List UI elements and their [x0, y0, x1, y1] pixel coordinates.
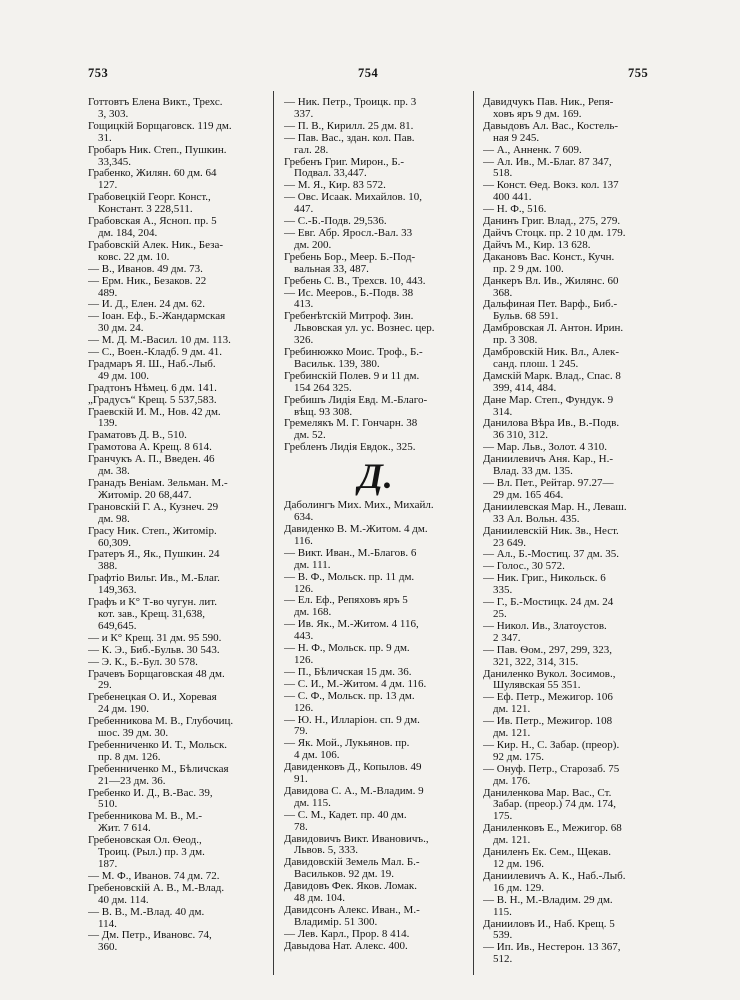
directory-entry: — П. В., Кирилл. 25 дм. 81.	[284, 119, 414, 132]
directory-entry: Даниилевичъ Аня. Кар., Н.- Влад. 33 дм. 135.	[483, 453, 614, 478]
column-divider-left	[273, 91, 274, 975]
directory-entry: — Кир. Н., С. Забар. (преор). 92 дм. 175.	[483, 738, 620, 763]
directory-entry: — К. Э., Биб.-Бульв. 30 543.	[88, 643, 220, 656]
directory-entry: Данкеръ Вл. Ив., Жилянс. 60 368.	[483, 274, 619, 299]
directory-entry: — Ис. Мееров., Б.-Подв. 38 413.	[284, 286, 414, 311]
directory-entry: Давыдовъ Ал. Вас., Костель- ная 9 245.	[483, 119, 619, 144]
directory-entry: — Н. Ф., 516.	[483, 203, 547, 216]
directory-entry: — В., Иванов. 49 дм. 73.	[88, 262, 203, 275]
directory-entry: Гребеновскій А. В., М.-Влад. 40 дм. 114.	[88, 881, 225, 906]
directory-entry: — Ал. Ив., М.-Благ. 87 347, 518.	[483, 155, 612, 180]
directory-entry: — В. Н., М.-Владим. 29 дм. 115.	[483, 893, 613, 918]
directory-entry: Дамбровская Л. Антон. Ирин. пр. 3 308.	[483, 322, 624, 347]
directory-entry: — Ю. Н., Илларіон. сп. 9 дм. 79.	[284, 713, 420, 738]
entries-after-section	[284, 500, 468, 952]
page-number-right: 755	[628, 66, 649, 80]
directory-entry: Гребень Бор., Меер. Б.-Под- вальная 33, 487.	[284, 250, 416, 275]
directory-entry: — М. Я., Кир. 83 572.	[284, 179, 386, 192]
directory-entry: Градтонъ Нѣмец. 6 дм. 141.	[88, 381, 217, 394]
directory-entry: — Ив. Петр., Межигор. 108 дм. 121.	[483, 715, 613, 740]
column-center	[284, 97, 468, 987]
directory-entry: Дамскій Марк. Влад., Спас. 8 399, 414, 484.	[483, 369, 621, 394]
directory-entry: Графтіо Вильг. Ив., М.-Благ. 149,363.	[88, 572, 220, 597]
directory-entry: Гребишъ Лидія Евд. М.-Благо- вѣщ. 93 308.	[284, 393, 428, 418]
page-number-center: 754	[358, 66, 379, 80]
directory-entry: — Мар. Льв., Золот. 4 310.	[483, 441, 608, 454]
directory-entry: Даниленковъ Е., Межигор. 68 дм. 121.	[483, 822, 622, 847]
directory-entry: Давидовскій Земель Мал. Б.- Васильков. 92 дм. 19.	[284, 856, 420, 881]
directory-entry: Даниленкова Мар. Вас., Ст. Забар. (преор.) 74 дм. 174, 175.	[483, 786, 617, 823]
directory-entry: — Г., Б.-Мостицк. 24 дм. 24 25.	[483, 596, 614, 620]
directory-entry: — С.-Б.-Подв. 29,536.	[284, 215, 387, 228]
directory-entry: — Ив. Як., М.-Житом. 4 116, 443.	[284, 618, 419, 643]
column-divider-right	[473, 91, 474, 975]
directory-entry: Гребленъ Лидія Евдок., 325.	[284, 441, 416, 454]
directory-entry: Давиденковъ Д., Копылов. 49 91.	[284, 761, 422, 786]
directory-entry: Дайчъ Стоцк. пр. 2 10 дм. 179.	[483, 226, 626, 239]
directory-entry: — Конст. Ѳед. Вокз. кол. 137 400 441.	[483, 179, 619, 204]
directory-entry: Гребенъ Григ. Мирон., Б.- Подвал. 33,447.	[284, 155, 405, 180]
directory-entry: — Як. Мой., Лукьянов. пр. 4 дм. 106.	[284, 737, 410, 762]
directory-entry: — П., Бѣличская 15 дм. 36.	[284, 665, 412, 678]
directory-entry: Давидовичъ Викт. Ивановичъ., Львов. 5, 333.	[284, 832, 429, 857]
directory-entry: — Н. Ф., Мольск. пр. 9 дм. 126.	[284, 642, 410, 666]
directory-entry: — С. Ф., Мольск. пр. 13 дм. 126.	[284, 689, 415, 714]
directory-entry: — С. М., Кадет. пр. 40 дм. 78.	[284, 808, 407, 833]
directory-entry: — Ник. Григ., Никольск. 6 335.	[483, 572, 606, 597]
directory-entry: Грасу Ник. Степ., Житомір. 60,309.	[88, 524, 217, 549]
directory-entry: Граматовъ Д. В., 510.	[88, 429, 187, 442]
directory-entry: Даниилевскій Ник. Зв., Нест. 23 649.	[483, 524, 619, 549]
directory-entry: Даниилевичъ А. К., Наб.-Лыб. 16 дм. 129.	[483, 869, 626, 894]
directory-entry: Гратеръ Я., Як., Пушкин. 24 388.	[88, 548, 220, 573]
directory-entry: Гребенецкая О. И., Хоревая 24 дм. 190.	[88, 691, 217, 716]
directory-entry: Гребеновская Ол. Ѳеод., Троиц. (Рыл.) пр. 3 дм. 187.	[88, 834, 205, 870]
directory-entry: — Еф. Петр., Межигор. 106 дм. 121.	[483, 691, 613, 716]
directory-entry: Гребенниченко И. Т., Мольск. пр. 8 дм. 126.	[88, 738, 228, 763]
directory-entry: — Дм. Петр., Ивановс. 74, 360.	[88, 929, 212, 954]
directory-entry: — Евг. Абр. Яросл.-Вал. 33 дм. 200.	[284, 226, 413, 251]
directory-entry: Давидовъ Фек. Яков. Ломак. 48 дм. 104.	[284, 880, 417, 905]
directory-entry: — А., Анненк. 7 609.	[483, 143, 582, 156]
directory-entry: Дакановъ Вас. Конст., Кучн. пр. 2 9 дм. 100.	[483, 250, 615, 275]
directory-entry: Дане Мар. Степ., Фундук. 9 314.	[483, 393, 614, 418]
directory-entry: Давидсонъ Алекс. Иван., М.- Владимір. 51 300.	[284, 904, 420, 928]
directory-entry: Грачевъ Борщаговская 48 дм. 29.	[88, 667, 225, 692]
directory-entry: Гранадъ Веніам. Зельман. М.- Житомір. 20 68,447.	[88, 477, 228, 501]
directory-entry: — Ерм. Ник., Безаков. 22 489.	[88, 274, 207, 299]
directory-entry: Гребень С. В., Трехсв. 10, 443.	[284, 274, 426, 287]
directory-entry: Готтовтъ Елена Викт., Трехс. 3, 303.	[88, 97, 223, 120]
directory-entry: Даниленко Вукол. Зосимов., Шулявская 55 351.	[483, 667, 616, 692]
directory-entry: Давидчукъ Пав. Ник., Репя- ховъ яръ 9 дм. 169.	[483, 97, 614, 120]
directory-entry: Гребенко И. Д., В.-Вас. 39, 510.	[88, 786, 213, 811]
directory-entry: — Пав. Вас., здан. кол. Пав. гал. 28.	[284, 131, 415, 156]
directory-entry: Гребенникова М. В., М.- Жит. 7 614.	[88, 810, 203, 835]
directory-entry: Грабовецкій Георг. Конст., Констант. 3 228,511.	[88, 191, 211, 216]
directory-entry: — Онуф. Петр., Старозаб. 75 дм. 176.	[483, 762, 620, 787]
directory-entry: Грабовскій Алек. Ник., Беза- ковс. 22 дм. 10.	[88, 238, 224, 263]
directory-entry: Давидова С. А., М.-Владим. 9 дм. 115.	[284, 784, 424, 809]
section-letter-heading: Д.	[358, 456, 394, 497]
directory-entry: Гощицкій Борщаговск. 119 дм. 31.	[88, 119, 232, 144]
directory-entry: Гранчукъ А. П., Введен. 46 дм. 38.	[88, 453, 215, 478]
directory-entry: — Голос., 30 572.	[483, 560, 565, 573]
directory-entry: Гробаръ Ник. Степ., Пушкин. 33,345.	[88, 143, 227, 168]
directory-entry: Грановскій Г. А., Кузнеч. 29 дм. 98.	[88, 500, 219, 525]
directory-entry: Граевскій И. М., Нов. 42 дм. 139.	[88, 405, 221, 430]
directory-entry: Давыдова Нат. Алекс. 400.	[284, 939, 408, 952]
directory-entry: — С., Воен.-Кладб. 9 дм. 41.	[88, 346, 222, 359]
directory-entry: — Ник. Петр., Троицк. пр. 3 337.	[284, 97, 417, 120]
directory-entry: Грамотова А. Крещ. 8 614.	[88, 441, 212, 454]
directory-entry: Дайчъ М., Кир. 13 628.	[483, 238, 591, 251]
directory-entry: — Пав. Ѳом., 297, 299, 323, 321, 322, 314, 315.	[483, 643, 612, 668]
directory-entry: Гребенникова М. В., Глубочиц. шос. 39 дм. 30.	[88, 715, 234, 740]
directory-entry: Дамбровскій Ник. Вл., Алек- санд. плош. 1 245.	[483, 346, 620, 370]
directory-entry: — И. Д., Елен. 24 дм. 62.	[88, 298, 205, 311]
directory-entry: — В. В., М.-Влад. 40 дм. 114.	[88, 905, 205, 930]
directory-entry: Градмаръ Я. Ш., Наб.-Лыб. 49 дм. 100.	[88, 357, 216, 382]
directory-entry: Графъ и К° Т-во чугун. лит. кот. зав., Крещ. 31,638, 649,645.	[88, 596, 218, 632]
entries-before-section	[284, 97, 468, 454]
directory-entry: Гребинюжко Моис. Троф., Б.- Васильк. 139, 380.	[284, 346, 423, 370]
column-left	[88, 97, 268, 987]
directory-entry: Данинъ Григ. Влад., 275, 279.	[483, 215, 621, 228]
directory-entry: — Ал., Б.-Мостиц. 37 дм. 35.	[483, 548, 619, 561]
directory-entry: Грабенко, Жилян. 60 дм. 64 127.	[88, 167, 217, 192]
directory-entry: — М. Ф., Иванов. 74 дм. 72.	[88, 869, 220, 882]
directory-entry: — Никол. Ив., Златоустов. 2 347.	[483, 619, 607, 644]
directory-entry: — М. Д. М.-Васил. 10 дм. 113.	[88, 334, 231, 347]
directory-entry: — Іоан. Еф., Б.-Жандармская 30 дм. 24.	[88, 310, 226, 335]
directory-entry: Даболингъ Мих. Мих., Михайл. 634.	[284, 499, 434, 524]
directory-entry: Гребенниченко М., Бѣличская 21—23 дм. 36.	[88, 762, 229, 787]
directory-entry: — Ип. Ив., Нестерон. 13 367, 512.	[483, 941, 621, 966]
directory-entry: — Овс. Исаак. Михайлов. 10, 447.	[284, 191, 422, 216]
directory-entry: Грабовская А., Ясноп. пр. 5 дм. 184, 204.	[88, 215, 217, 239]
directory-entry: — Лев. Карл., Прор. 8 414.	[284, 927, 410, 940]
directory-entry: — и К° Крещ. 31 дм. 95 590.	[88, 631, 222, 644]
column-right	[483, 97, 667, 987]
directory-entry: Данилова Вѣра Ив., В.-Подв. 36 310, 312.	[483, 417, 620, 442]
directory-entry: — Э. К., Б.-Бул. 30 578.	[88, 655, 198, 668]
directory-entry: — Вл. Пет., Рейтар. 97.27— 29 дм. 165 464.	[483, 477, 614, 501]
directory-entry: Давиденко В. М.-Житом. 4 дм. 116.	[284, 523, 428, 547]
directory-entry: — С. И., М.-Житом. 4 дм. 116.	[284, 677, 427, 690]
page-number-left: 753	[88, 66, 109, 80]
directory-entry: Данииловъ И., Наб. Крещ. 5 539.	[483, 917, 615, 942]
directory-entry: — В. Ф., Мольск. пр. 11 дм. 126.	[284, 570, 415, 595]
directory-entry: Даниилевская Мар. Н., Леваш. 33 Ал. Вольн. 435.	[483, 500, 627, 525]
directory-entry: Гремелякъ М. Г. Гончарн. 38 дм. 52.	[284, 417, 418, 442]
directory-entry: Дальфиная Пет. Варф., Биб.- Бульв. 68 591.	[483, 298, 618, 323]
directory-entry: Гребинскій Полев. 9 и 11 дм. 154 264 325.	[284, 369, 420, 394]
directory-entry: Даниленъ Ек. Сем., Щекав. 12 дм. 196.	[483, 846, 611, 870]
directory-entry: — Ел. Еф., Репяховъ яръ 5 дм. 168.	[284, 594, 408, 619]
directory-entry: — Викт. Иван., М.-Благов. 6 дм. 111.	[284, 546, 417, 571]
directory-entry: „Градусъ“ Крещ. 5 537,583.	[88, 393, 217, 406]
directory-entry: Гребенѣтскій Митроф. Зин. Львовская ул. ус. Вознес. цер. 326.	[284, 310, 435, 347]
